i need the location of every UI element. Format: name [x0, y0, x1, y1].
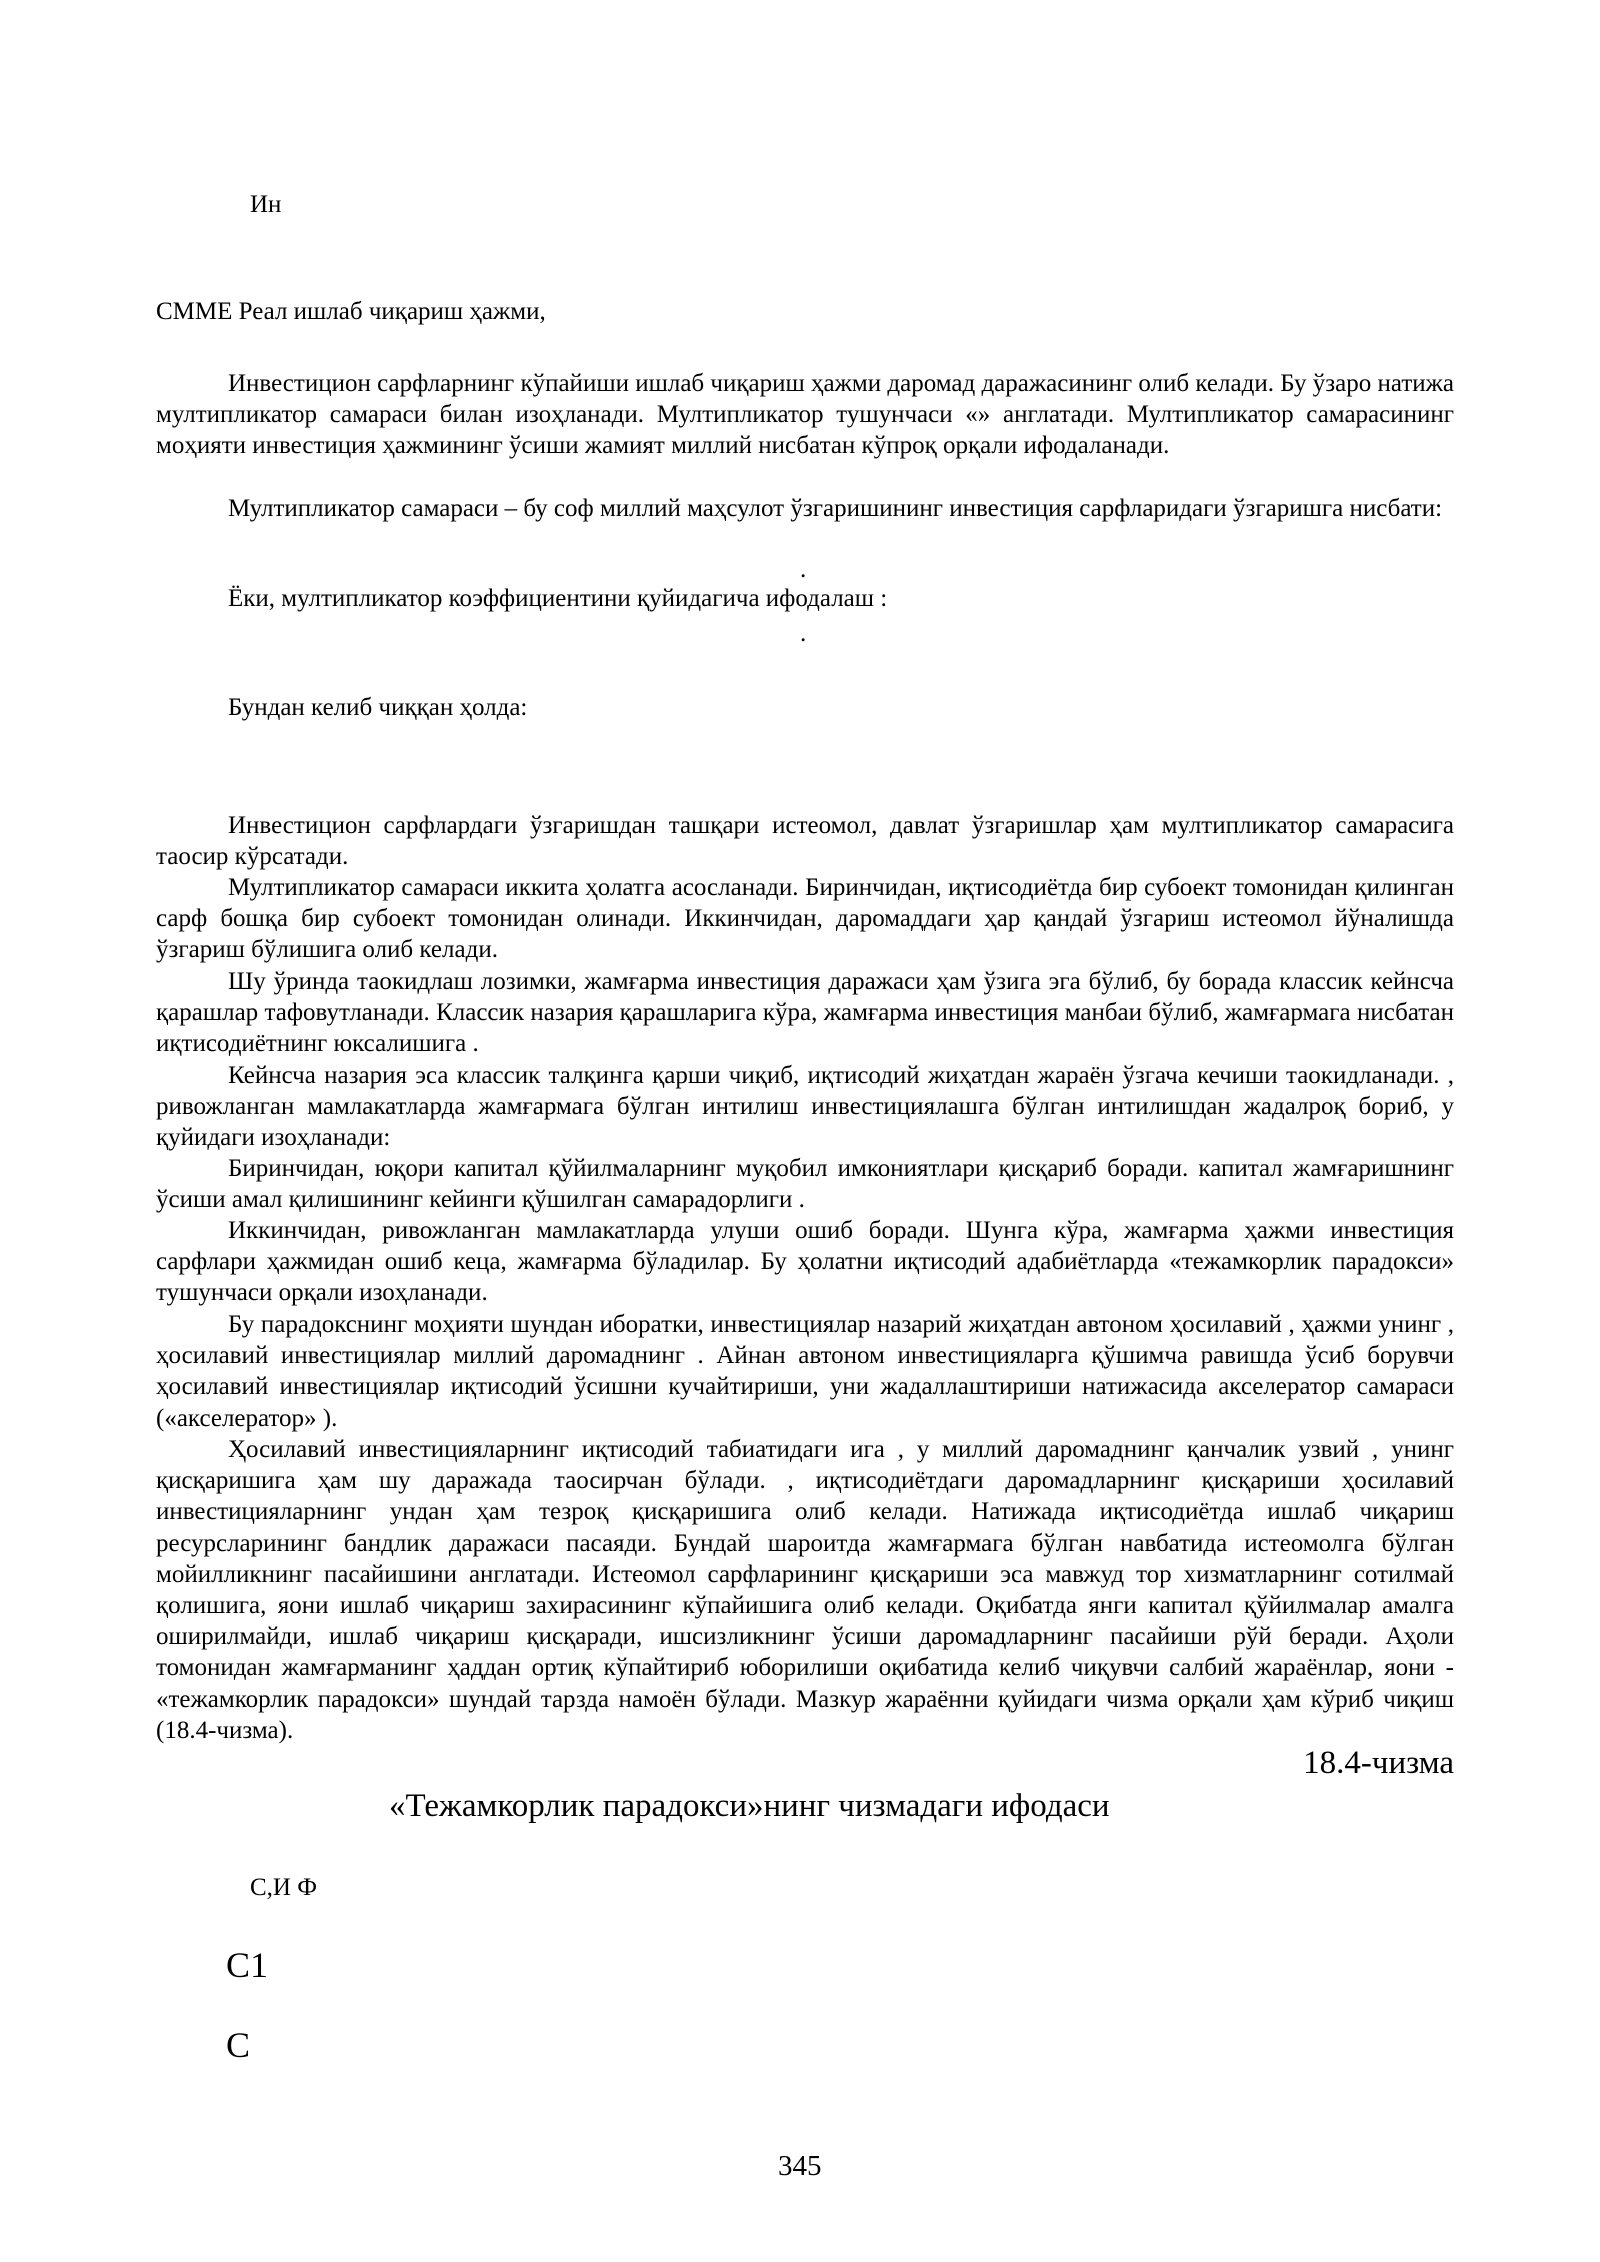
- paragraph-paradox-essence: Бу парадокснинг моҳияти шундан иборатки, инвестициялар назарий жиҳатдан автоном ҳосилавий , ҳажми унинг , ҳосилавий инвестициялар миллий даромаднинг . Айнан автоном инвестицияларга қўшимча равишда ўсиб борувчи ҳосилавий инвестициялар иқтисодий ўсишни кучайтириши, уни жадаллаштириши натижасида акселератор самараси («акселератор» ).: [156, 1311, 1454, 1432]
- paragraph-second-reason: Иккинчидан, ривожланган мамлакатларда улуши ошиб боради. Шунга кўра, жамғарма ҳажми инвестиция сарфлари ҳажмидан ошиб кеца, жамғарма бўладилар. Бу ҳолатни иқтисодий адабиётларда «тежамкорлик парадокси» тушунчаси орқали изоҳланади.: [156, 1217, 1454, 1307]
- formula-placeholder-2: .: [800, 620, 807, 647]
- paragraph-two-states: Мултипликатор самараси иккита ҳолатга асосланади. Биринчидан, иқтисодиётда бир субоект томонидан қилинган сарф бошқа бир субоект томонидан олинади. Иккинчидан, даромаддаги ҳар қандай ўзгариш истеомол йўналишда ўзгариш бўлишига олиб келади.: [156, 874, 1454, 964]
- diagram-label-c1: С1: [226, 1945, 269, 1985]
- paragraph-classical-view: Шу ўринда таокидлаш лозимки, жамғарма инвестиция даражаси ҳам ўзига эга бўлиб, бу борада классик кейнсча қарашлар тафовутланади. Классик назария қарашларига кўра, жамғарма инвестиция манбаи бўлиб, жамғармага нисбатан иқтисодиётнинг юксалишига .: [156, 968, 1454, 1058]
- figure-title: «Тежамкорлик парадокси»нинг чизмадаги ифодаси: [389, 1788, 1110, 1824]
- diagram-label-c: С: [226, 2025, 251, 2065]
- alt-formula-line: Ёки, мултипликатор коэффициентини қуйидагича ифодалаш :: [228, 585, 888, 612]
- paragraph-investment-growth: Инвестицион сарфларнинг кўпайиши ишлаб чиқариш ҳажми даромад даражасининг олиб келади. Бу ўзаро натижа мултипликатор самараси билан изоҳланади. Мултипликатор тушунчаси «» англатади. Мултипликатор самарасининг моҳияти инвестиция ҳажмининг ўсиши жамият миллий нисбатан кўпроқ орқали ифодаланади.: [156, 370, 1454, 460]
- formula-label: СММЕ Реал ишлаб чиқариш ҳажми,: [156, 298, 546, 325]
- figure-number: 18.4-чизма: [1303, 1745, 1454, 1781]
- paragraph-induced-investment: Ҳосилавий инвестицияларнинг иқтисодий табиатидаги ига , у миллий даромаднинг қанчалик узвий , унинг қисқаришига ҳам шу даражада таосирчан бўлади. , иқтисодиётдаги даромадларнинг қисқариши ҳосилавий инвестицияларнинг ундан ҳам тезроқ қисқаришига олиб келади. Натижада иқтисодиётда ишлаб чиқариш ресурсларининг бандлик даражаси пасаяди. Бундай шароитда жамғармага бўлган навбатида истеомолга бўлган мойилликнинг пасайишини англатади. Истеомол сарфларининг қисқариши эса мавжуд тор хизматларнинг сотилмай қолишига, яони ишлаб чиқариш захирасининг кўпайишига олиб келади. Оқибатда янги капитал қўйилмалар амалга оширилмайди, ишлаб чиқариш қисқаради, ишсизликнинг ўсиши даромадларнинг пасайиши рўй беради. Аҳоли томонидан жамғарманинг ҳаддан ортиқ кўпайтириб юборилиши оқибатида келиб чиқувчи салбий жараёнлар, яони - «тежамкорлик парадокси» шундай тарзда намоён бўлади. Мазкур жараённи қуйидаги чизма орқали ҳам кўриб чиқиш (18.4-чизма).: [156, 1436, 1454, 1744]
- consequence-line: Бундан келиб чиққан ҳолда:: [228, 694, 528, 721]
- page-number: 345: [778, 2150, 822, 2182]
- paragraph-multiplier-definition: Мултипликатор самараси – бу соф миллий маҳсулот ўзгаришининг инвестиция сарфларидаги ўзгаришга нисбати:: [228, 495, 1443, 522]
- paragraph-keynesian-view: Кейнсча назария эса классик талқинга қарши чиқиб, иқтисодий жиҳатдан жараён ўзгача кечиши таокидланади. , ривожланган мамлакатларда жамғармага бўлган интилиш инвестициялашга бўлган интилишдан жадалроқ бориб, у қуйидаги изоҳланади:: [156, 1062, 1454, 1152]
- formula-placeholder-1: .: [800, 556, 807, 583]
- paragraph-other-factors: Инвестицион сарфлардаги ўзгаришдан ташқари истеомол, давлат ўзгаришлар ҳам мултипликатор самарасига таосир кўрсатади.: [156, 812, 1454, 871]
- paragraph-first-reason: Биринчидан, юқори капитал қўйилмаларнинг муқобил имкониятлари қисқариб боради. капитал жамғаришнинг ўсиши амал қилишининг кейинги қўшилган самарадорлиги .: [156, 1155, 1454, 1214]
- header-fragment: Ин: [250, 191, 282, 218]
- diagram-axis-label: С,И Ф: [250, 1874, 317, 1901]
